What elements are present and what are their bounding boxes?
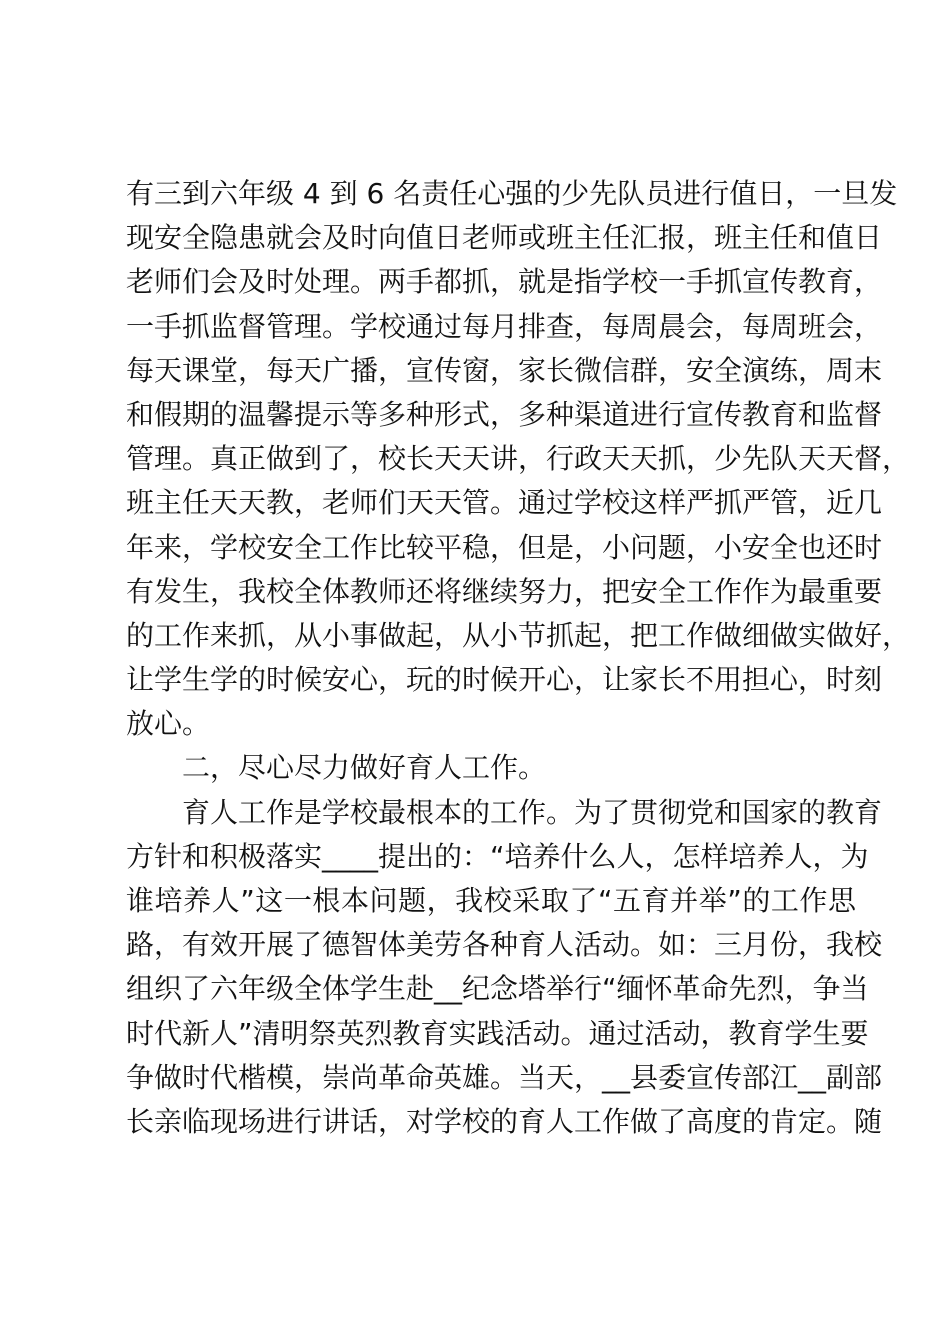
text-line: 放心。	[126, 707, 211, 741]
text-line: 管理。真正做到了，校长天天讲，行政天天抓，少先队天天督，	[126, 442, 911, 476]
text-line: 育人工作是学校最根本的工作。为了贯彻党和国家的教育	[182, 795, 883, 829]
text-line: 和假期的温馨提示等多种形式，多种渠道进行宣传教育和监督	[126, 397, 883, 431]
section-heading: 二，尽心尽力做好育人工作。	[182, 751, 547, 785]
text-line: 的工作来抓，从小事做起，从小节抓起，把工作做细做实做好，	[126, 618, 911, 652]
text-line: 时代新人”清明祭英烈教育实践活动。通过活动，教育学生要	[126, 1016, 869, 1050]
text-line: 现安全隐患就会及时向值日老师或班主任汇报，班主任和值日	[126, 221, 883, 255]
body-text	[126, 172, 911, 1144]
text-line: 年来，学校安全工作比较平稳，但是，小问题，小安全也还时	[126, 530, 883, 564]
text-line: 让学生学的时候安心，玩的时候开心，让家长不用担心，时刻	[126, 663, 883, 697]
text-line: 方针和积极落实____提出的：“培养什么人，怎样培养人，为	[126, 839, 869, 873]
text-line: 谁培养人”这一根本问题，我校采取了“五育并举”的工作思	[126, 884, 856, 917]
text-line: 一手抓监督管理。学校通过每月排查，每周晨会，每周班会，	[126, 309, 883, 343]
text-line: 有三到六年级 4 到 6 名责任心强的少先队员进行值日，一旦发	[126, 177, 898, 210]
text-line: 长亲临现场进行讲话，对学校的育人工作做了高度的肯定。随	[126, 1104, 883, 1138]
text-line: 每天课堂，每天广播，宣传窗，家长微信群，安全演练，周末	[126, 353, 883, 387]
text-line: 争做时代楷模，崇尚革命英雄。当天，__县委宣传部江__副部	[126, 1060, 883, 1094]
text-line: 路，有效开展了德智体美劳各种育人活动。如：三月份，我校	[126, 928, 883, 962]
text-line: 有发生，我校全体教师还将继续努力，把安全工作作为最重要	[126, 574, 883, 608]
text-line: 老师们会及时处理。两手都抓，就是指学校一手抓宣传教育，	[126, 265, 883, 299]
text-line: 组织了六年级全体学生赴__纪念塔举行“缅怀革命先烈，争当	[126, 972, 869, 1006]
text-line: 班主任天天教，老师们天天管。通过学校这样严抓严管，近几	[126, 486, 883, 520]
